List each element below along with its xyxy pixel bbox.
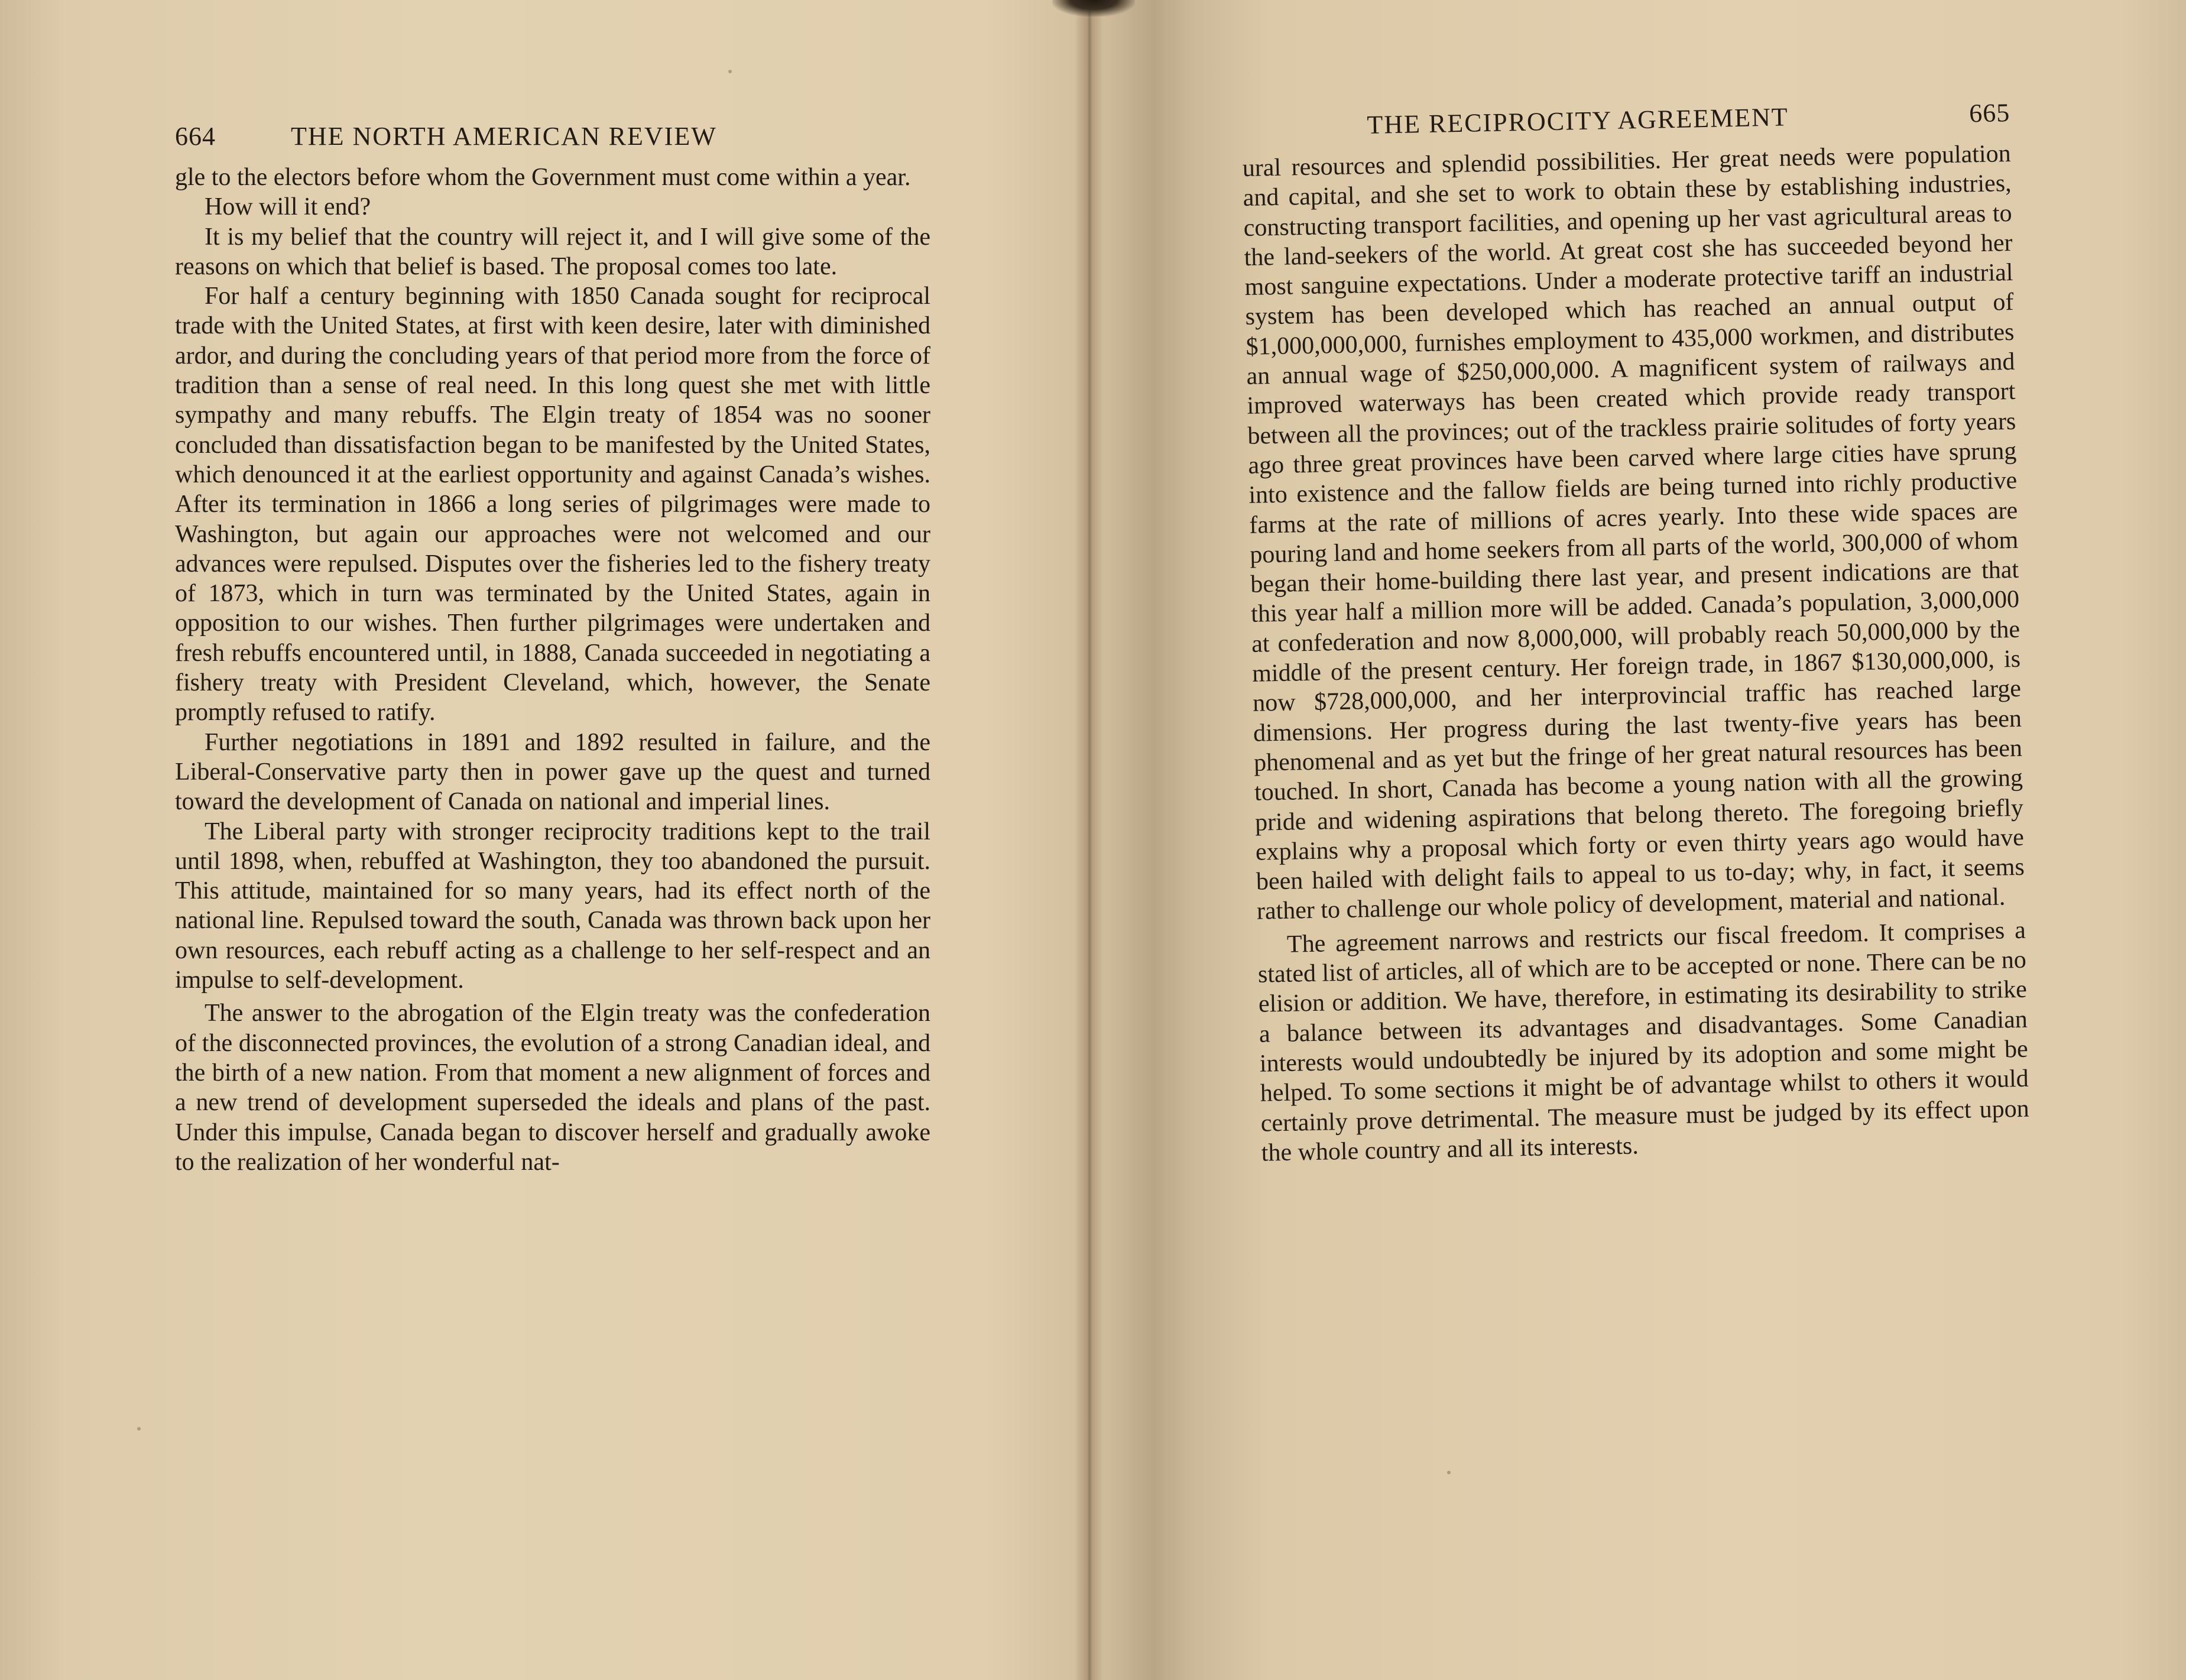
right-running-head: THE RECIPROCITY AGREEMENT xyxy=(1366,102,1789,140)
left-page-header xyxy=(175,121,930,157)
paper-speck xyxy=(137,1427,141,1431)
book-gutter xyxy=(1075,0,1103,1680)
paragraph: The Liberal party with stronger reciprocity traditions kept to the trail until 1898, when, rebuffed at Washington, they too abandoned the pursuit. This attitude, maintained for so many years, had its effect north of the national line. Repulsed toward the south, Canada was thrown back upon her own resources, each rebuff acting as a challenge to her self-respect and an impulse to self-development. xyxy=(175,818,930,994)
right-page-header xyxy=(1241,98,2010,148)
left-page xyxy=(175,121,930,1177)
right-page-body xyxy=(1242,139,2030,1168)
paragraph: The agreement narrows and restricts our fiscal freedom. It comprises a stated list of articles, all of which are to be accepted or none. There can be no elision or addition. We have, therefore, in estimating its desirability to strike a balance between its advantages and disadvantages. Some Canadian interests would undoubtedly be injured by its adoption and some might be helped. To some sections it might be of advantage whilst to others it would certainly prove detrimental. The measure must be judged by its effect upon the whole country and all its interests. xyxy=(1257,916,2030,1167)
paragraph: The answer to the abrogation of the Elgin treaty was the confederation of the disconnected provinces, the evolution of a strong Canadian ideal, and the birth of a new nation. From that moment a new alignment of forces and a new trend of development superseded the ideals and plans of the past. Under this impulse, Canada began to discover herself and gradually awoke to the realization of her wonderful nat- xyxy=(175,1000,930,1176)
right-page-number: 665 xyxy=(1968,98,2010,128)
paragraph: How will it end? xyxy=(205,193,371,221)
paper-speck xyxy=(1447,1471,1451,1474)
paragraph: ural resources and splendid possibilities. Her great needs were population and capital, and she set to work to obtain these by establishing industries, constructing transport facilities, and opening up her vast agricultural areas to the land-seekers of the world. At great cost she has succeeded beyond her most sanguine expectations. Under a moderate protective tariff an industrial system has been developed which has reached an annual output of $1,000,000,000, furnishes employment to 435,000 workmen, and distributes an annual wage of $250,000,000. A magnificent system of railways and improved waterways has been created which provide ready transport between all the provinces; out of the trackless prairie solitudes of forty years ago three great provinces have been carved where large cities have sprung into existence and the fallow fields are being turned into richly productive farms at the rate of millions of acres yearly. Into these wide spaces are pouring land and home seekers from all parts of the world, 300,000 of whom began their home-building there last year, and present indications are that this year half a million more will be added. Canada’s population, 3,000,000 at confederation and now 8,000,000, will probably reach 50,000,000 by the middle of the present century. Her foreign trade, in 1867 $130,000,000, is now $728,000,000, and her interprovincial traffic has reached large dimensions. Her progress during the last twenty-five years has been phenomenal and as yet but the fringe of her great natural resources has been touched. In short, Canada has become a young nation with all the growing pride and widening aspirations that belong thereto. The foregoing briefly explains why a proposal which forty or even thirty years ago would have been hailed with delight fails to appeal to us to-day; why, in fact, it seems rather to challenge our whole policy of development, material and national. xyxy=(1242,140,2025,926)
paragraph: It is my belief that the country will reject it, and I will give some of the reasons on which that belief is based. The proposal comes too late. xyxy=(175,223,930,280)
paragraph: gle to the electors before whom the Government must come within a year. xyxy=(175,164,911,191)
left-running-head: THE NORTH AMERICAN REVIEW xyxy=(291,122,717,151)
left-page-number: 664 xyxy=(175,122,216,151)
paragraph: For half a century beginning with 1850 Canada sought for reciprocal trade with the United States, at first with keen desire, later with diminished ardor, and during the concluding years of that period more from the force of tradition than a sense of real need. In this long quest she met with little sympathy and many rebuffs. The Elgin treaty of 1854 was no sooner concluded than dissatisfaction began to be manifested by the United States, which denounced it at the earliest opportunity and against Canada’s wishes. After its termination in 1866 a long series of pilgrimages were made to Washington, but again our approaches were not welcomed and our advances were repulsed. Disputes over the fisheries led to the fishery treaty of 1873, which in turn was terminated by the United States, again in opposition to our wishes. Then further pilgrimages were undertaken and fresh rebuffs encountered until, in 1888, Canada succeeded in negotiating a fishery treaty with President Cleveland, which, however, the Senate promptly refused to ratify. xyxy=(175,283,930,727)
spine-shadow xyxy=(1052,0,1135,17)
paragraph: Further negotiations in 1891 and 1892 resulted in failure, and the Liberal-Conservative party then in power gave up the quest and turned toward the development of Canada on national and imperial lines. xyxy=(175,728,930,816)
right-page xyxy=(1241,98,2030,1168)
left-page-body xyxy=(175,163,930,1177)
paper-speck xyxy=(728,70,732,73)
